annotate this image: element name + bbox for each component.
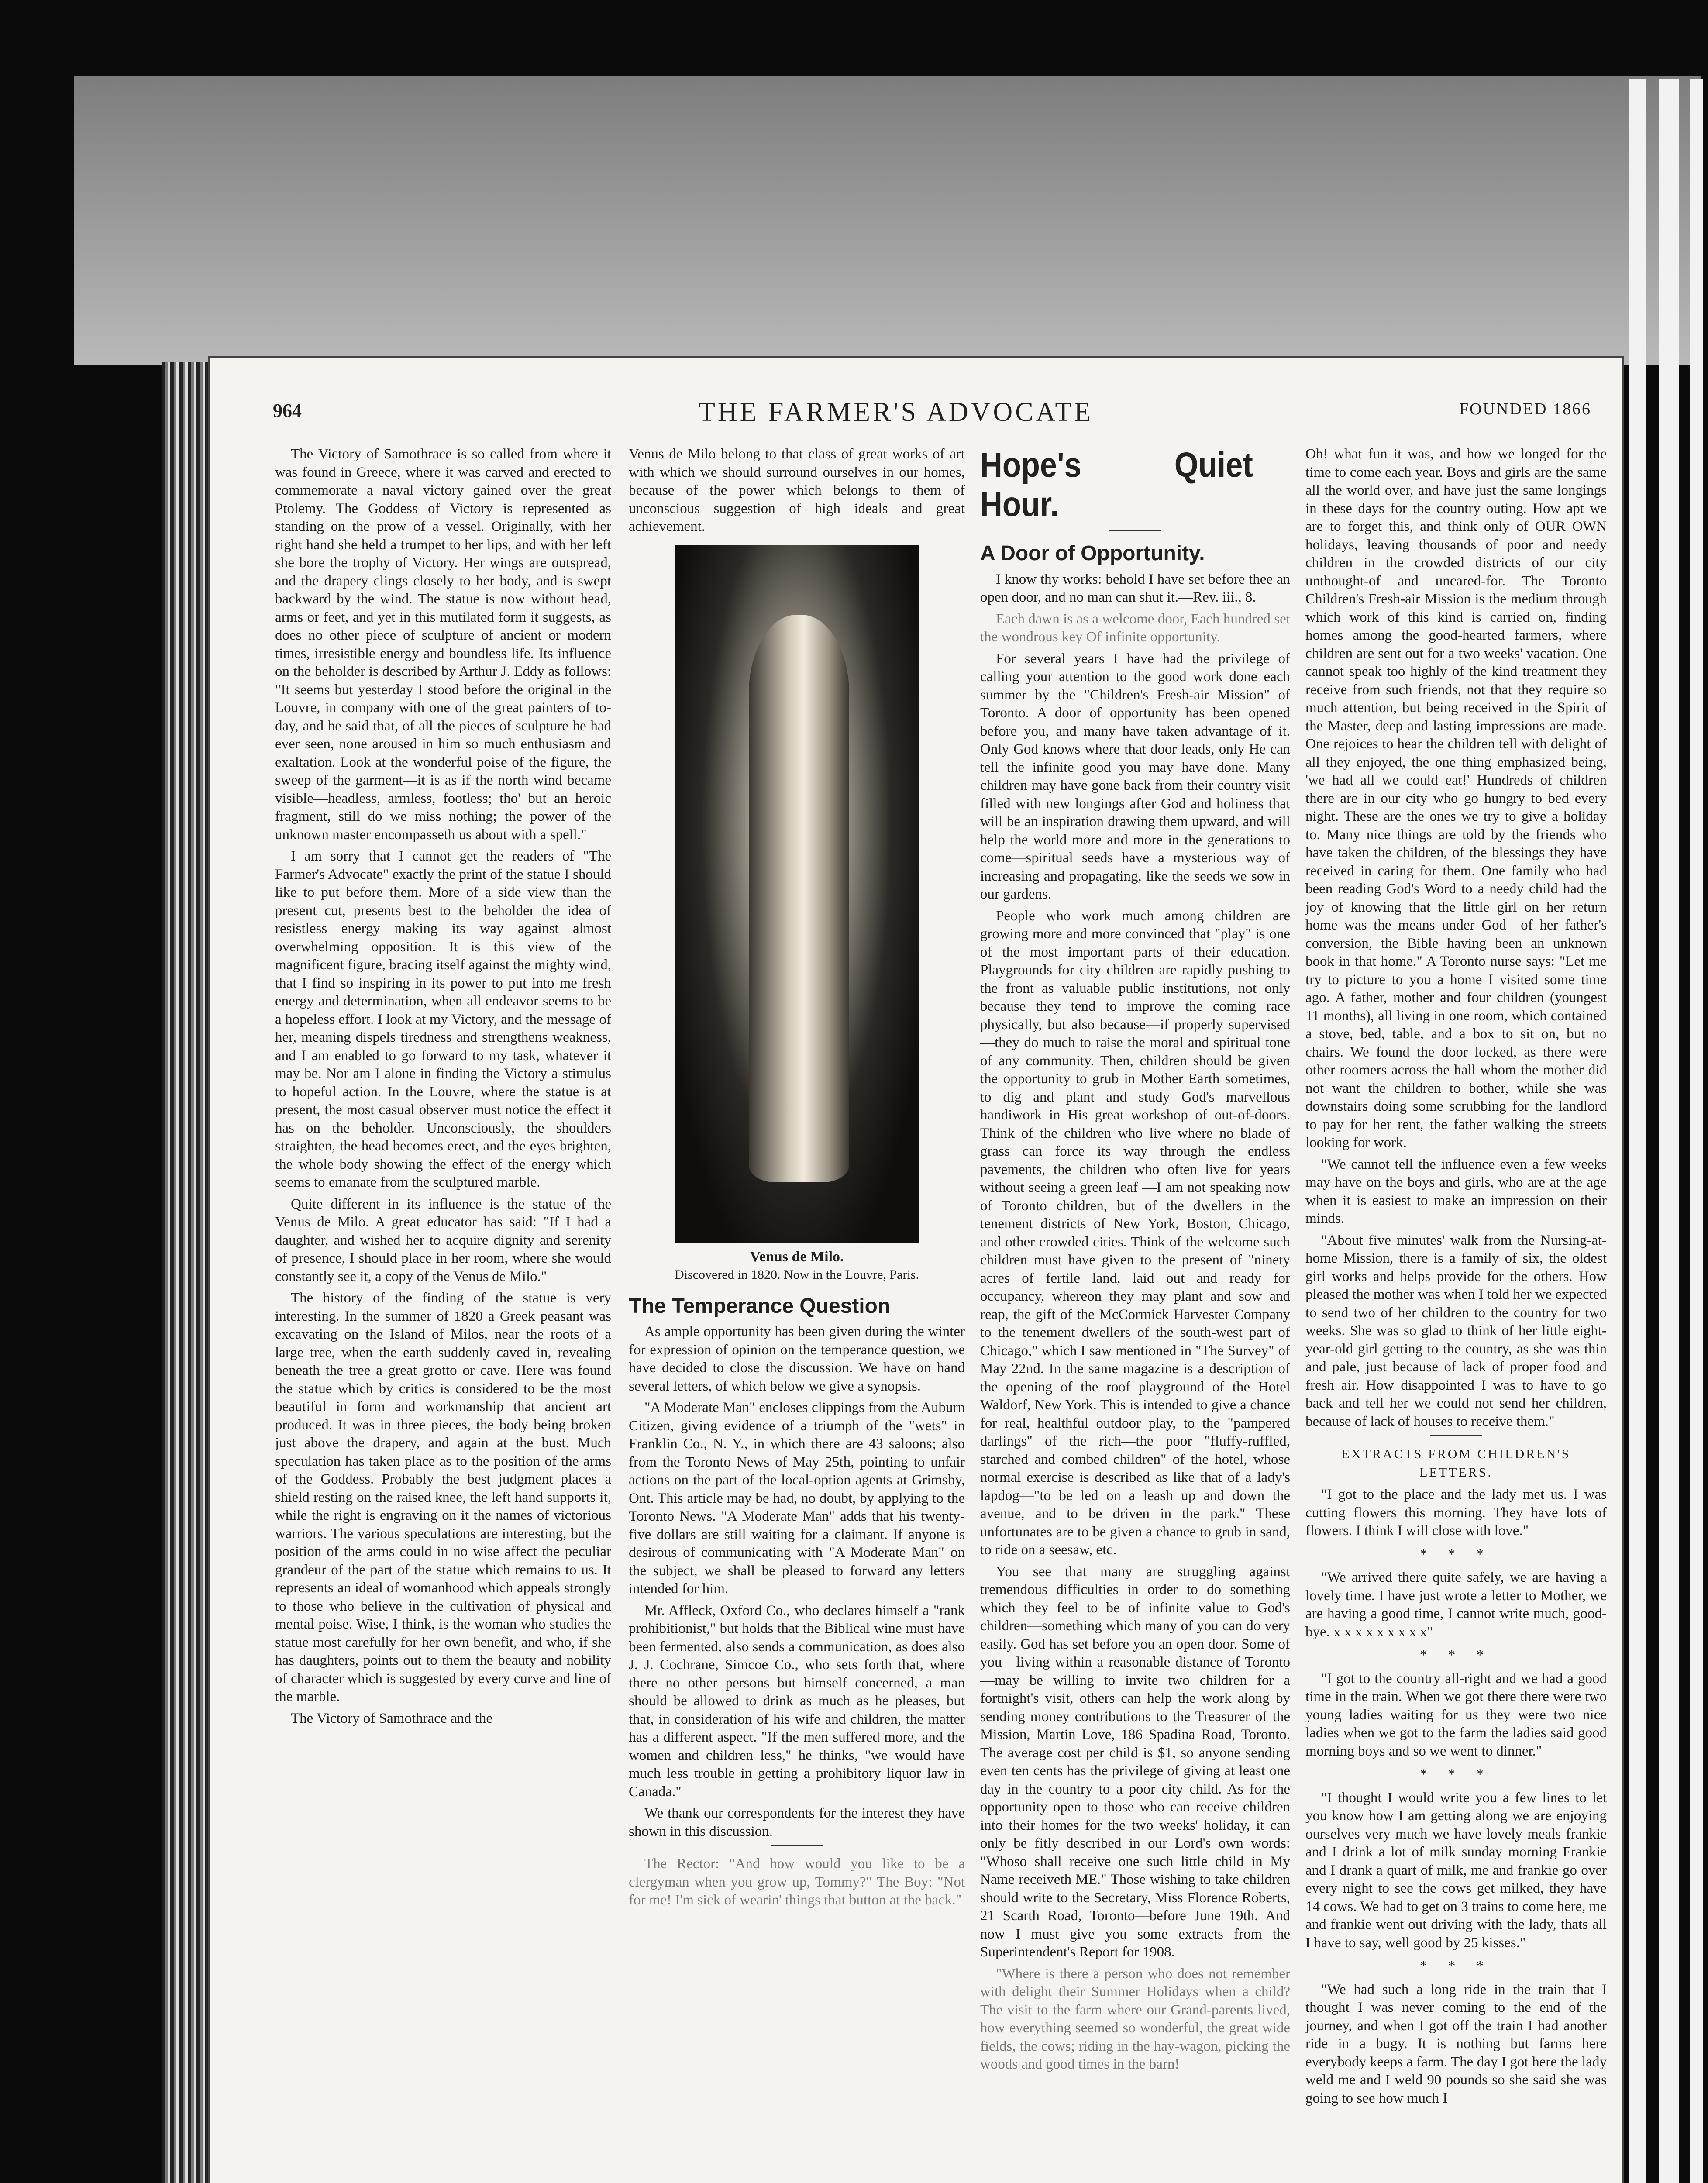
article-paragraph: As ample opportunity has been given during the winter for expression of opinion on the temperance question, we have decided to close the discussion. We have on hand several letters, of which below we give a synopsis. bbox=[629, 1324, 965, 1394]
article-paragraph: "Where is there a person who does not remember with delight their Summer Holidays when a child? The visit to the farm where our Grand-parents lived, how everything seemed so wonderful, the great wide fields, the cows; riding in the hay-wagon, picking the woods and good times in the barn! bbox=[980, 1966, 1290, 2072]
page-number: 964 bbox=[273, 400, 302, 421]
newspaper-page bbox=[210, 358, 1622, 2183]
scan-background-top bbox=[74, 76, 1701, 365]
article-paragraph: I am sorry that I cannot get the readers of "The Farmer's Advocate" exactly the print of the statue I should like to put before them. More of a side view than the present cut, presents best to the beholder the idea of resistless energy making its way against almost overwhelming opposition. It is this view of the magnificent figure, bracing itself against the mighty wind, that I find so inspiring in its power to put into me fresh energy and determination, when all endeavor seems to be a hopeless effort. I look at my Victory, and the message of her, meaning dispels tiredness and strengthens weakness, and I am enabled to go forward to my task, whatever it may be. Nor am I alone in finding the Victory a stimulus to hopeful action. In the Louvre, where the statue is at present, the most casual observer must notice the effect it has on the beholder. Unconsciously, the shoulders straighten, the head becomes erect, and the eyes brighten, the whole body showing the effect of the energy which seems to emanate from the sculptured marble. bbox=[275, 848, 611, 1190]
scan-edge-strip bbox=[1659, 79, 1679, 2183]
article-paragraph: Quite different in its influence is the statue of the Venus de Milo. A great educator has said: "If I had a daughter, and wished her to acquire dignity and serenity of presence, I should place in her room, where she would constantly see it, a copy of the Venus de Milo." bbox=[275, 1196, 611, 1284]
scan-edge-strip bbox=[1629, 79, 1646, 2183]
article-paragraph: People who work much among children are growing more and more convinced that "play" is one of the most important parts of their education. Playgrounds for city children are rapidly pushing to the front as valuable public institutions, not only because they tend to improve the coming race physically, but also because—if properly supervised—they do much to raise the moral and spiritual tone of any community. Then, children should be given the opportunity to grub in Mother Earth sometimes, to dig and plant and study God's marvellous handiwork in His great workshop of out-of-doors. Think of the children who live where no blade of grass can force its way through the endless pavements, the children who often live for years without seeing a green leaf —I am not speaking now of Toronto children, but of the dwellers in the tenement districts of New York, Boston, Chicago, and other crowded cities. Think of the welcome such children must have given to the present of "ninety acres of fertile land, laid out and ready for occupancy, whereon they may plant and sow and reap, the gift of the McCormick Harvester Company to the tenement dwellers of the south-west part of Chicago," which I saw mentioned in "The Survey" of May 22nd. In the same magazine is a description of the opening of the roof playground of the Hotel Waldorf, New York. This is intended to give a chance for real, healthful outdoor play, to the "pampered darlings" of the rich—the poor "fluffy-ruffled, starched and combed children" of the hotel, whose normal exercise is described as like that of a lady's lapdog—"to be led on a leash up and down the avenue, and to be driven in the park." These unfortunates are to be given a chance to grub in sand, to ride on a seesaw, etc. bbox=[980, 908, 1290, 1558]
star-separator: * * * bbox=[1420, 1766, 1492, 1782]
article-paragraph: For several years I have had the privilege of calling your attention to the good work done each summer by the "Children's Fresh-air Mission" of Toronto. A door of opportunity has been opened before you, and many have taken advantage of it. Only God knows where that door leads, only He can tell the infinite good you may have done. Many children may have gone back from their country visit filled with new longings after God and holiness that will be an inspiration drawing them upward, and will help the world more and more in the generations to come—spiritual seeds have a mysterious way of increasing and propagating, like the seeds we sow in our gardens. bbox=[980, 651, 1290, 902]
star-separator: * * * bbox=[1420, 1958, 1492, 1974]
divider bbox=[1430, 1435, 1482, 1436]
column-4 bbox=[1305, 445, 1607, 2111]
footer-anecdote: The Rector: "And how would you like to be a clergyman when you grow up, Tommy?" The Boy: "Not for me! I'm sick of wearin' things that button at the back." bbox=[629, 1856, 965, 1908]
article-paragraph: You see that many are struggling against tremendous difficulties in order to do something which they feel to be of infinite value to God's children—something which many of you can do very easily. God has set before you an open door. Some of you—living within a reasonable distance of Toronto—may be willing to invite two children for a fortnight's visit, others can help the work along by sending money contributions to the Treasurer of the Mission, Martin Love, 186 Spadina Road, Toronto. The average cost per child is $1, so anyone sending even ten cents has the privilege of giving at least one day in the country to a poor city child. As for the opportunity open to those who can receive children into their homes for the two weeks' holiday, it can only be fitly described in our Lord's own words: "Whoso shall receive one such little child in My Name receiveth ME." Those wishing to take children should write to the Secretary, Miss Florence Roberts, 21 Scarth Road, Toronto—before June 19th. And now I must give you some extracts from the Superintendent's Report for 1908. bbox=[980, 1563, 1290, 1960]
section-title-temperance: The Temperance Question bbox=[629, 1294, 891, 1318]
article-paragraph: We thank our correspondents for the interest they have shown in this discussion. bbox=[629, 1805, 965, 1839]
scripture-verse: I know thy works: behold I have set before thee an open door, and no man can shut it.—Rev. iii., 8. bbox=[980, 571, 1290, 605]
letter-extract: "We had such a long ride in the train that I thought I was never coming to the end of the journey, and when I got off the train I had another ride in a bugy. It is nothing but farms here everybody keeps a farm. The day I got here the lady weld me and I weld 90 pounds so she said she was going to see how much I bbox=[1305, 1981, 1607, 2106]
column-3 bbox=[980, 445, 1290, 2077]
extracts-title: EXTRACTS FROM CHILDREN'S LETTERS. bbox=[1341, 1447, 1571, 1480]
publication-title: THE FARMER'S ADVOCATE bbox=[699, 397, 1094, 427]
founded-label: FOUNDED 1866 bbox=[1459, 400, 1591, 418]
letter-extract: "I got to the place and the lady met us. I was cutting flowers this morning. They have lots of flowers. I think I will close with love." bbox=[1305, 1487, 1607, 1539]
star-separator: * * * bbox=[1420, 1546, 1492, 1562]
article-paragraph: "A Moderate Man" encloses clippings from the Auburn Citizen, giving evidence of a triumph of the "wets" in Franklin Co., N. Y., in which there are 43 saloons; also from the Toronto News of May 25th, pointing to unfair actions on the part of the local-option agents at Grimsby, Ont. This article may be had, no doubt, by applying to the Toronto News. "A Moderate Man" adds that his twenty-five dollars are still waiting for a claimant. If anyone is desirous of communicating with "A Moderate Man" on the subject, we shall be pleased to forward any letters intended for him. bbox=[629, 1400, 965, 1597]
article-paragraph: Oh! what fun it was, and how we longed for the time to come each year. Boys and girls are the same all the world over, and have just the same longings in these days for the country outing. How apt we are to forget this, and think only of OUR OWN holidays, leaving thousands of poor and needy children in the crowded districts of our city unthought-of and uncared-for. The Toronto Children's Fresh-air Mission is the medium through which work of this kind is carried on, finding homes among the good-hearted farmers, where children are sent out for a two weeks' vacation. One cannot speak too highly of the kind treatment they receive from such friends, not that they require so much attention, but being received in the Spirit of the Master, deep and lasting impressions are made. One rejoices to hear the children tell with delight of all they enjoyed, the one thing emphasized being, 'we had all we could eat!' Hundreds of children there are in our city who go hungry to bed every night. These are the ones we try to give a holiday to. Many nice things are told by the friends who have taken the children, of the blessings they have received in caring for them. One family who had been reading God's Word to a needy child had the joy of knowing that the little girl on her return home was the means under God—of her father's conversion, the Bible having been an unknown book in that home." A Toronto nurse says: "Let me try to picture to you a home I visited some time ago. A father, mother and four children (youngest 11 months), all living in one room, which contained a stove, bed, table, and a box to sit on, but no chairs. We found the door locked, as there were other roomers across the hall whom the mother did not want the children to bother, while she was downstairs doing some scrubbing for the landlord to pay for her rent, the father walking the streets looking for work. bbox=[1305, 446, 1607, 1150]
section-title-door: A Door of Opportunity. bbox=[980, 542, 1205, 565]
article-paragraph: Mr. Affleck, Oxford Co., who declares himself a "rank prohibitionist," but holds that the Biblical wine must have been fermented, also sends a communication, as does also J. J. Cochrane, Simcoe Co., who sets forth that, where there no other persons but himself concerned, a man should be allowed to drink as much as he pleases, but that, in consideration of his wife and children, the matter has a different aspect. "If the men suffered more, and the women and children less," he thinks, "we would have much less trouble in getting a prohibitory liquor law in Canada." bbox=[629, 1602, 965, 1800]
article-paragraph: The Victory of Samothrace is so called from where it was found in Greece, where it was carved and erected to commemorate a naval victory gained over the great Ptolemy. The Goddess of Victory is represented as standing on the prow of a vessel. Originally, with her right hand she held a trumpet to her lips, and with her left she bore the trophy of Victory. Her wings are outspread, and the drapery clings closely to her body, and is swept backward by the wind. The statue is now without head, arms or feet, and yet in this mutilated form it suggests, as does no other piece of sculpture of ancient or modern times, irresistible energy and boundless life. Its influence on the beholder is described by Arthur J. Eddy as follows: "It seems but yesterday I stood before the original in the Louvre, in company with one of the great painters of to-day, and he said that, of all the pieces of sculpture he had ever seen, none aroused in him so much enthusiasm and exaltation. Look at the wonderful poise of the figure, the sweep of the garment—it is as if the north wind became visible—headless, armless, footless; tho' but an heroic fragment, still do we miss nothing; the power of the unknown master encompasseth us about with a spell." bbox=[275, 446, 611, 843]
star-separator: * * * bbox=[1420, 1647, 1492, 1663]
article-paragraph: The history of the finding of the statue is very interesting. In the summer of 1820 a Greek peasant was excavating on the Island of Milos, near the roots of a large tree, when the earth suddenly caved in, revealing beneath the tree a great grotto or cave. Here was found the statue which by critics is considered to be the most beautiful in form and workmanship that ancient art produced. It was in three pieces, the body being broken just above the drapery, and again at the bust. Much speculation has taken place as to the position of the arms of the Goddess. Probably the best judgment places a shield resting on the raised knee, the left hand supports it, while the right is engraving on it the names of victorious warriors. The various speculations are interesting, but the position of the arms could in no wise affect the peculiar grandeur of the part of the statue which remains to us. It represents an ideal of womanhood which appeals strongly to those who believe in the cultivation of physical and mental poise. Wise, I think, is the woman who studies the statue most carefully for her own benefit, and who, if she has daughters, points out to them the beauty and nobility of character which is suggested by every curve and line of the marble. bbox=[275, 1290, 611, 1704]
article-paragraph: Venus de Milo belong to that class of great works of art with which we should surround ourselves in our homes, because of the power which belongs to them of unconscious suggestion of high ideals and great achievement. bbox=[629, 446, 965, 534]
page-header bbox=[210, 399, 1622, 430]
venus-de-milo-photo bbox=[675, 545, 919, 1243]
article-paragraph: "About five minutes' walk from the Nursing-at-home Mission, there is a family of six, the oldest girl works and helps provide for the others. How pleased the mother was when I told her we expected to send two of her children to the country for two weeks. She was so glad to think of her little eight-year-old girl getting to the country, as she was thin and pale, just because of lack of proper food and fresh air. How disappointed I was to have to go back and tell her we could not send her children, because of lack of houses to receive them." bbox=[1305, 1232, 1607, 1429]
divider bbox=[1109, 530, 1161, 531]
scan-edge-strip bbox=[1690, 79, 1703, 2183]
hopes-quiet-hour-heading: Hope's Quiet Hour. bbox=[980, 445, 1253, 523]
letter-extract: "I thought I would write you a few lines to let you know how I am getting along we are enjoying ourselves very much we have lovely meals frankie and I drink a lot of milk sunday morning Frankie and I drank a quart of milk, me and frankie go over every night to see the cows get milked, they have 14 cows. We had to get on 3 trains to come here, me and frankie went out driving with the lady, thats all I have to say, well good by 25 kisses." bbox=[1305, 1790, 1607, 1951]
divider bbox=[771, 1845, 823, 1846]
statue-figure bbox=[749, 615, 849, 1182]
column-2 bbox=[629, 445, 965, 1913]
column-1 bbox=[275, 445, 611, 1731]
photo-subcaption: Discovered in 1820. Now in the Louvre, Paris. bbox=[675, 1267, 919, 1282]
letter-extract: "I got to the country all-right and we had a good time in the train. When we got there there were two young ladies waiting for us they were two nice ladies when we got to the farm the ladies said good morning boys and so we went to dinner." bbox=[1305, 1670, 1607, 1759]
poem-lines: Each dawn is as a welcome door, Each hundred set the wondrous key Of infinite opportunity. bbox=[980, 611, 1290, 645]
article-paragraph: The Victory of Samothrace and the bbox=[291, 1710, 492, 1726]
letter-extract: "We arrived there quite safely, we are having a lovely time. I have just wrote a letter to Mother, we are having a good time, I cannot write much, good-bye. x x x x x x x x x" bbox=[1305, 1570, 1607, 1640]
article-paragraph: "We cannot tell the influence even a few weeks may have on the boys and girls, who are at the age when it is easiest to make an impression on their minds. bbox=[1305, 1156, 1607, 1226]
photo-caption: Venus de Milo. bbox=[750, 1248, 844, 1265]
